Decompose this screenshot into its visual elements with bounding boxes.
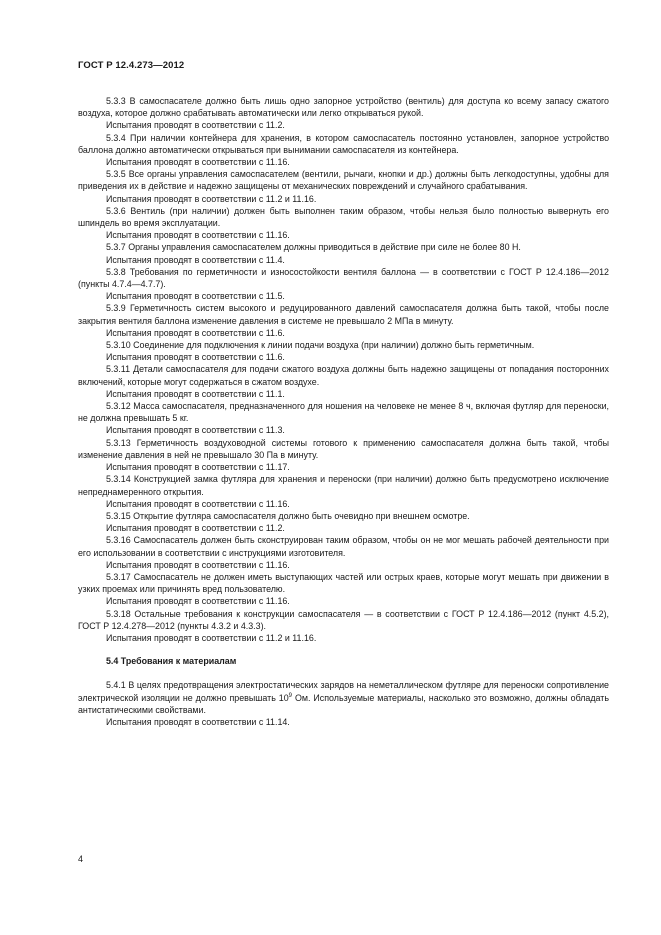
paragraph-5-3-3: 5.3.3 В самоспасателе должно быть лишь одно запорное устройство (вентиль) для доступа ко всему запасу сжатого воздуха, которое должно срабатывать автоматически или легко открываться рукой. [78, 96, 609, 119]
paragraph-5-3-13: 5.3.13 Герметичность воздуховодной системы готового к применению самоспасателя должна быть такой, чтобы изменение давления в ней не превышало 30 Па в минуту. [78, 437, 609, 460]
paragraph-5-3-15: 5.3.15 Открытие футляра самоспасателя должно быть очевидно при внешнем осмотре. [106, 510, 470, 521]
test-note: Испытания проводят в соответствии с 11.16. [106, 559, 290, 570]
paragraph-5-3-5: 5.3.5 Все органы управления самоспасателем (вентили, рычаги, кнопки и др.) должны быть легкодоступны, удобны для приведения их в действие и надежно защищены от механических повреждений и случайного срабатывания. [78, 169, 609, 192]
test-note: Испытания проводят в соответствии с 11.16. [106, 157, 290, 168]
paragraph-5-3-4: 5.3.4 При наличии контейнера для хранения, в котором самоспасатель постоянно установлен, запорное устройство баллона должно автоматически открываться при вынимании самоспасателя из контейнера. [78, 132, 609, 155]
paragraph-5-3-8: 5.3.8 Требования по герметичности и износостойкости вентиля баллона — в соответствии с ГОСТ Р 12.4.186—2012 (пункты 4.7.4—4.7.7). [78, 266, 609, 290]
test-note: Испытания проводят в соответствии с 11.2. [106, 523, 285, 534]
paragraph-5-3-12: 5.3.12 Масса самоспасателя, предназначенного для ношения на человеке не менее 8 ч, включая футляр для переноски, не должна превышать 5 кг. [78, 401, 609, 424]
page-number: 4 [78, 854, 84, 864]
test-note: Испытания проводят в соответствии с 11.16. [106, 230, 290, 241]
exponent: 9 [288, 692, 293, 699]
paragraph-5-3-14: 5.3.14 Конструкцией замка футляра для хранения и переноски (при наличии) должно быть предусмотрено исключение непреднамеренного открытия. [78, 474, 609, 497]
test-note: Испытания проводят в соответствии с 11.6. [106, 327, 285, 338]
section-heading-5-4: 5.4 Требования к материалам [106, 656, 237, 667]
paragraph-5-4-1 [78, 679, 609, 716]
test-note: Испытания проводят в соответствии с 11.4. [106, 254, 285, 265]
paragraph-5-3-10: 5.3.10 Соединение для подключения к линии подачи воздуха (при наличии) должно быть герметичным. [106, 340, 535, 351]
paragraph-5-3-11: 5.3.11 Детали самоспасателя для подачи сжатого воздуха должны быть надежно защищены от попадания посторонних включений, которые могут содержаться в сжатом воздухе. [78, 364, 609, 387]
test-note: Испытания проводят в соответствии с 11.16. [106, 596, 290, 607]
test-note: Испытания проводят в соответствии с 11.2. [106, 120, 285, 131]
test-note: Испытания проводят в соответствии с 11.14. [106, 716, 290, 727]
test-note: Испытания проводят в соответствии с 11.17. [106, 462, 290, 473]
paragraph-5-3-9: 5.3.9 Герметичность систем высокого и редуцированного давлений самоспасателя должна быть такой, чтобы после закрытия вентиля баллона изменение давления в системе не превышало 2 МПа в минуту. [78, 303, 609, 326]
paragraph-5-3-17: 5.3.17 Самоспасатель не должен иметь выступающих частей или острых краев, которые могут мешать при движении в узких проемах или причинять вред пользователю. [78, 571, 609, 595]
test-note: Испытания проводят в соответствии с 11.2 и 11.16. [106, 193, 317, 204]
test-note: Испытания проводят в соответствии с 11.1. [106, 388, 285, 399]
paragraph-5-4-1-text-end: Ом. Используемые материалы, насколько это возможно, должны обладать антистатическими свойствами. [78, 692, 609, 715]
paragraph-5-3-7: 5.3.7 Органы управления самоспасателем должны приводиться в действие при силе не более 80 Н. [106, 242, 521, 253]
test-note: Испытания проводят в соответствии с 11.3. [106, 425, 285, 436]
test-note: Испытания проводят в соответствии с 11.16. [106, 498, 290, 509]
paragraph-5-3-6: 5.3.6 Вентиль (при наличии) должен быть выполнен таким образом, чтобы нельзя было полностью вывернуть его шпиндель во время эксплуатации. [78, 205, 609, 229]
paragraph-5-3-16: 5.3.16 Самоспасатель должен быть сконструирован таким образом, чтобы он не мог мешать рабочей деятельности при его использовании в соответствии с инструкциями изготовителя. [78, 535, 609, 558]
test-note: Испытания проводят в соответствии с 11.5. [106, 291, 285, 302]
paragraph-5-4-1-text: 5.4.1 В целях предотвращения электростатических зарядов на неметаллическом футляре для переноски сопротивление электрической изоляции не должно превышать 10 [78, 680, 609, 703]
document-body [78, 95, 609, 728]
test-note: Испытания проводят в соответствии с 11.2 и 11.16. [106, 632, 317, 643]
paragraph-5-3-18: 5.3.18 Остальные требования к конструкции самоспасателя — в соответствии с ГОСТ Р 12.4.186—2012 (пункт 4.5.2), ГОСТ Р 12.4.278—2012 (пункты 4.3.2 и 4.3.3). [78, 608, 609, 631]
test-note: Испытания проводят в соответствии с 11.6. [106, 352, 285, 363]
document-header: ГОСТ Р 12.4.273—2012 [78, 60, 185, 71]
